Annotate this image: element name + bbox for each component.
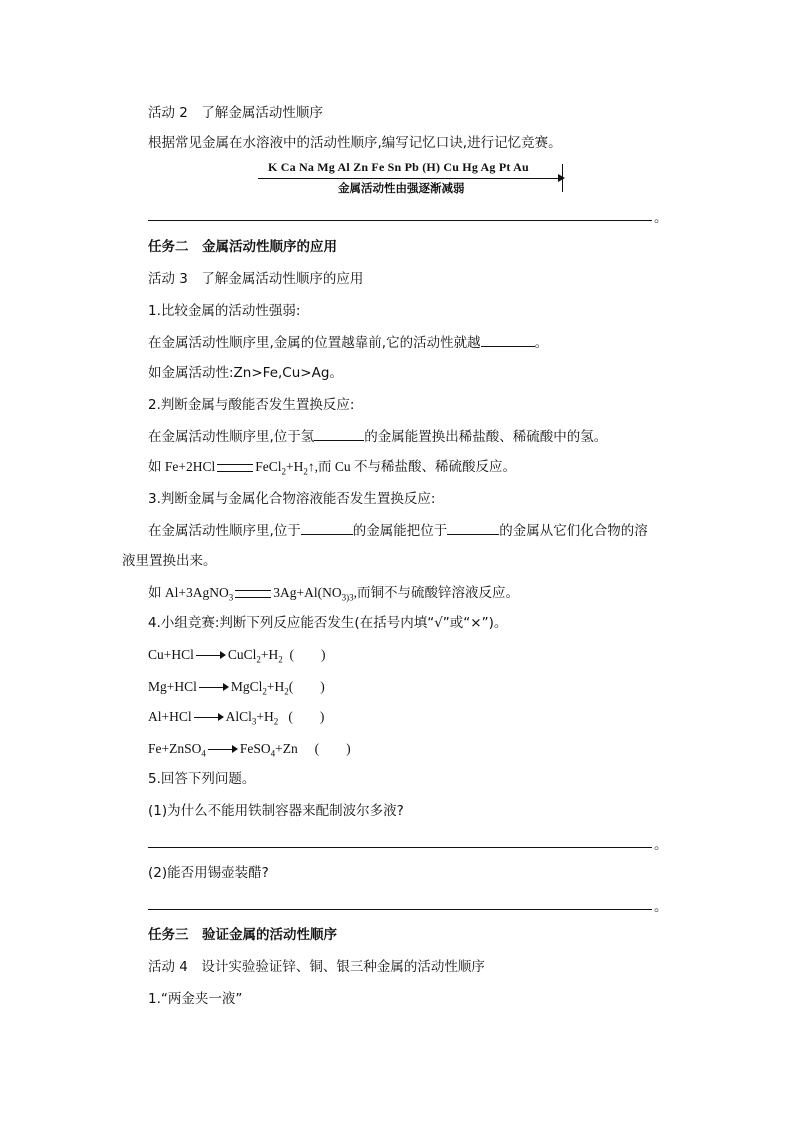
answer-line-q2[interactable]: [148, 909, 652, 910]
eq-fecl2: FeCl: [255, 459, 282, 474]
subscript: 2: [281, 466, 287, 477]
answer-paren[interactable]: ( ): [288, 709, 325, 724]
subscript: 2: [303, 466, 308, 477]
answer-paren[interactable]: ( ): [314, 741, 351, 756]
eq-al-no3-product: 3Ag+Al(NO: [273, 585, 342, 600]
subscript: 3): [341, 592, 350, 603]
end-mark: 。: [654, 210, 668, 226]
subscript: 2: [256, 654, 261, 665]
eq-h: +H: [286, 459, 304, 474]
reaction-rhs: CuCl: [227, 647, 257, 662]
reaction-row: [148, 646, 326, 669]
activity4-title: 活动 4 设计实验验证锌、铜、银三种金属的活动性顺序: [148, 959, 485, 975]
reaction-rhs: +Zn: [275, 741, 298, 756]
reaction-row: [148, 678, 325, 701]
item4-heading: 4.小组竞赛:判断下列反应能否发生(在括号内填“√”或“×”)。: [148, 615, 508, 631]
answer-line-mnemonic[interactable]: [148, 220, 652, 221]
subscript: 2: [284, 686, 289, 697]
blank-activity-strength[interactable]: [481, 334, 535, 347]
item5-heading: 5.回答下列问题。: [148, 771, 256, 787]
equals-sign-icon: [235, 590, 271, 598]
reaction-lhs: Fe+ZnSO: [148, 741, 202, 756]
eq-fe-hcl-lhs: 如 Fe+2HCl: [148, 459, 216, 474]
subscript: 3: [251, 716, 257, 727]
task3-title: 任务三 验证金属的活动性顺序: [148, 927, 337, 943]
answer-line-q1[interactable]: [148, 847, 652, 848]
blank-back-metal[interactable]: [447, 522, 499, 535]
answer-paren[interactable]: ( ): [289, 647, 326, 662]
reaction-rhs: +H: [266, 679, 285, 694]
activity2-title: 活动 2 了解金属活动性顺序: [148, 105, 323, 121]
item3-heading: 3.判断金属与金属化合物溶液能否发生置换反应:: [148, 491, 436, 507]
item3-example: [148, 584, 519, 607]
blank-hydrogen-position[interactable]: [314, 428, 364, 441]
series-end-bar: [562, 164, 563, 192]
reaction-rhs: AlCl: [225, 709, 252, 724]
reaction-row: [148, 740, 351, 763]
question-1: (1)为什么不能用铁制容器来配制波尔多液?: [148, 803, 404, 819]
task2-title: 任务二 金属活动性顺序的应用: [148, 239, 337, 255]
subscript: 3: [349, 592, 354, 603]
series-arrow-line: [258, 178, 558, 179]
subscript: 4: [201, 748, 206, 759]
item1-text: [148, 334, 548, 352]
eq-al-agno3-lhs: 如 Al+3AgNO: [148, 585, 229, 600]
activity2-instruction: 根据常见金属在水溶液中的活动性顺序,编写记忆口诀,进行记忆竞赛。: [148, 135, 562, 151]
item2-example: [148, 458, 516, 481]
activity-series-diagram: [258, 160, 566, 196]
reaction-row: [148, 708, 324, 731]
reaction-lhs: Mg+HCl: [148, 679, 197, 694]
item3-text-cont: 液里置换出来。: [122, 553, 217, 569]
reaction-arrow-icon: [199, 683, 229, 693]
reaction-lhs: Cu+HCl: [148, 647, 194, 662]
reaction-rhs: +H: [260, 647, 279, 662]
item2-text-before: 在金属活动性顺序里,位于氢: [148, 429, 315, 445]
item1-text-before: 在金属活动性顺序里,金属的位置越靠前,它的活动性就越: [148, 335, 481, 351]
item3-part1: 在金属活动性顺序里,位于: [148, 523, 301, 539]
item1-heading: 1.比较金属的活动性强弱:: [148, 303, 301, 319]
subscript: 2: [278, 654, 283, 665]
reaction-lhs: Al+HCl: [148, 709, 192, 724]
item1-example: 如金属活动性:Zn>Fe,Cu>Ag。: [148, 365, 343, 381]
subscript: 4: [270, 748, 276, 759]
item1-text-after: 。: [534, 335, 549, 351]
item2-text: [148, 428, 607, 446]
end-mark: 。: [654, 899, 668, 915]
activity3-title: 活动 3 了解金属活动性顺序的应用: [148, 271, 364, 287]
item2-text-after: 的金属能置换出稀盐酸、稀硫酸中的氢。: [364, 429, 608, 445]
item3-part2: 的金属能把位于: [352, 523, 448, 539]
subscript: 2: [273, 716, 279, 727]
subscript: 3: [228, 592, 234, 603]
activity-series-text: K Ca Na Mg Al Zn Fe Sn Pb (H) Cu Hg Ag Pt Au: [268, 160, 529, 174]
reaction-arrow-icon: [194, 713, 224, 723]
reaction-rhs: +H: [256, 709, 274, 724]
equals-sign-icon: [217, 464, 253, 472]
task3-item1: 1.“两金夹一液”: [148, 991, 243, 1007]
reaction-rhs: FeSO: [239, 741, 271, 756]
end-mark: 。: [654, 837, 668, 853]
reaction-rhs: MgCl: [230, 679, 263, 694]
item2-example-tail: ↑,而 Cu 不与稀盐酸、稀硫酸反应。: [307, 459, 517, 474]
item2-heading: 2.判断金属与酸能否发生置换反应:: [148, 397, 355, 413]
reaction-arrow-icon: [208, 745, 238, 755]
activity-series-caption: 金属活动性由强逐渐减弱: [338, 181, 465, 195]
item3-part3: 的金属从它们化合物的溶: [499, 523, 648, 539]
subscript: 2: [262, 686, 267, 697]
answer-paren[interactable]: ( ): [288, 679, 325, 694]
blank-front-metal[interactable]: [301, 522, 353, 535]
reaction-arrow-icon: [196, 651, 226, 661]
item3-example-tail: ,而铜不与硫酸锌溶液反应。: [353, 585, 519, 600]
question-2: (2)能否用锡壶装醋?: [148, 865, 269, 881]
item3-text: [148, 522, 648, 540]
